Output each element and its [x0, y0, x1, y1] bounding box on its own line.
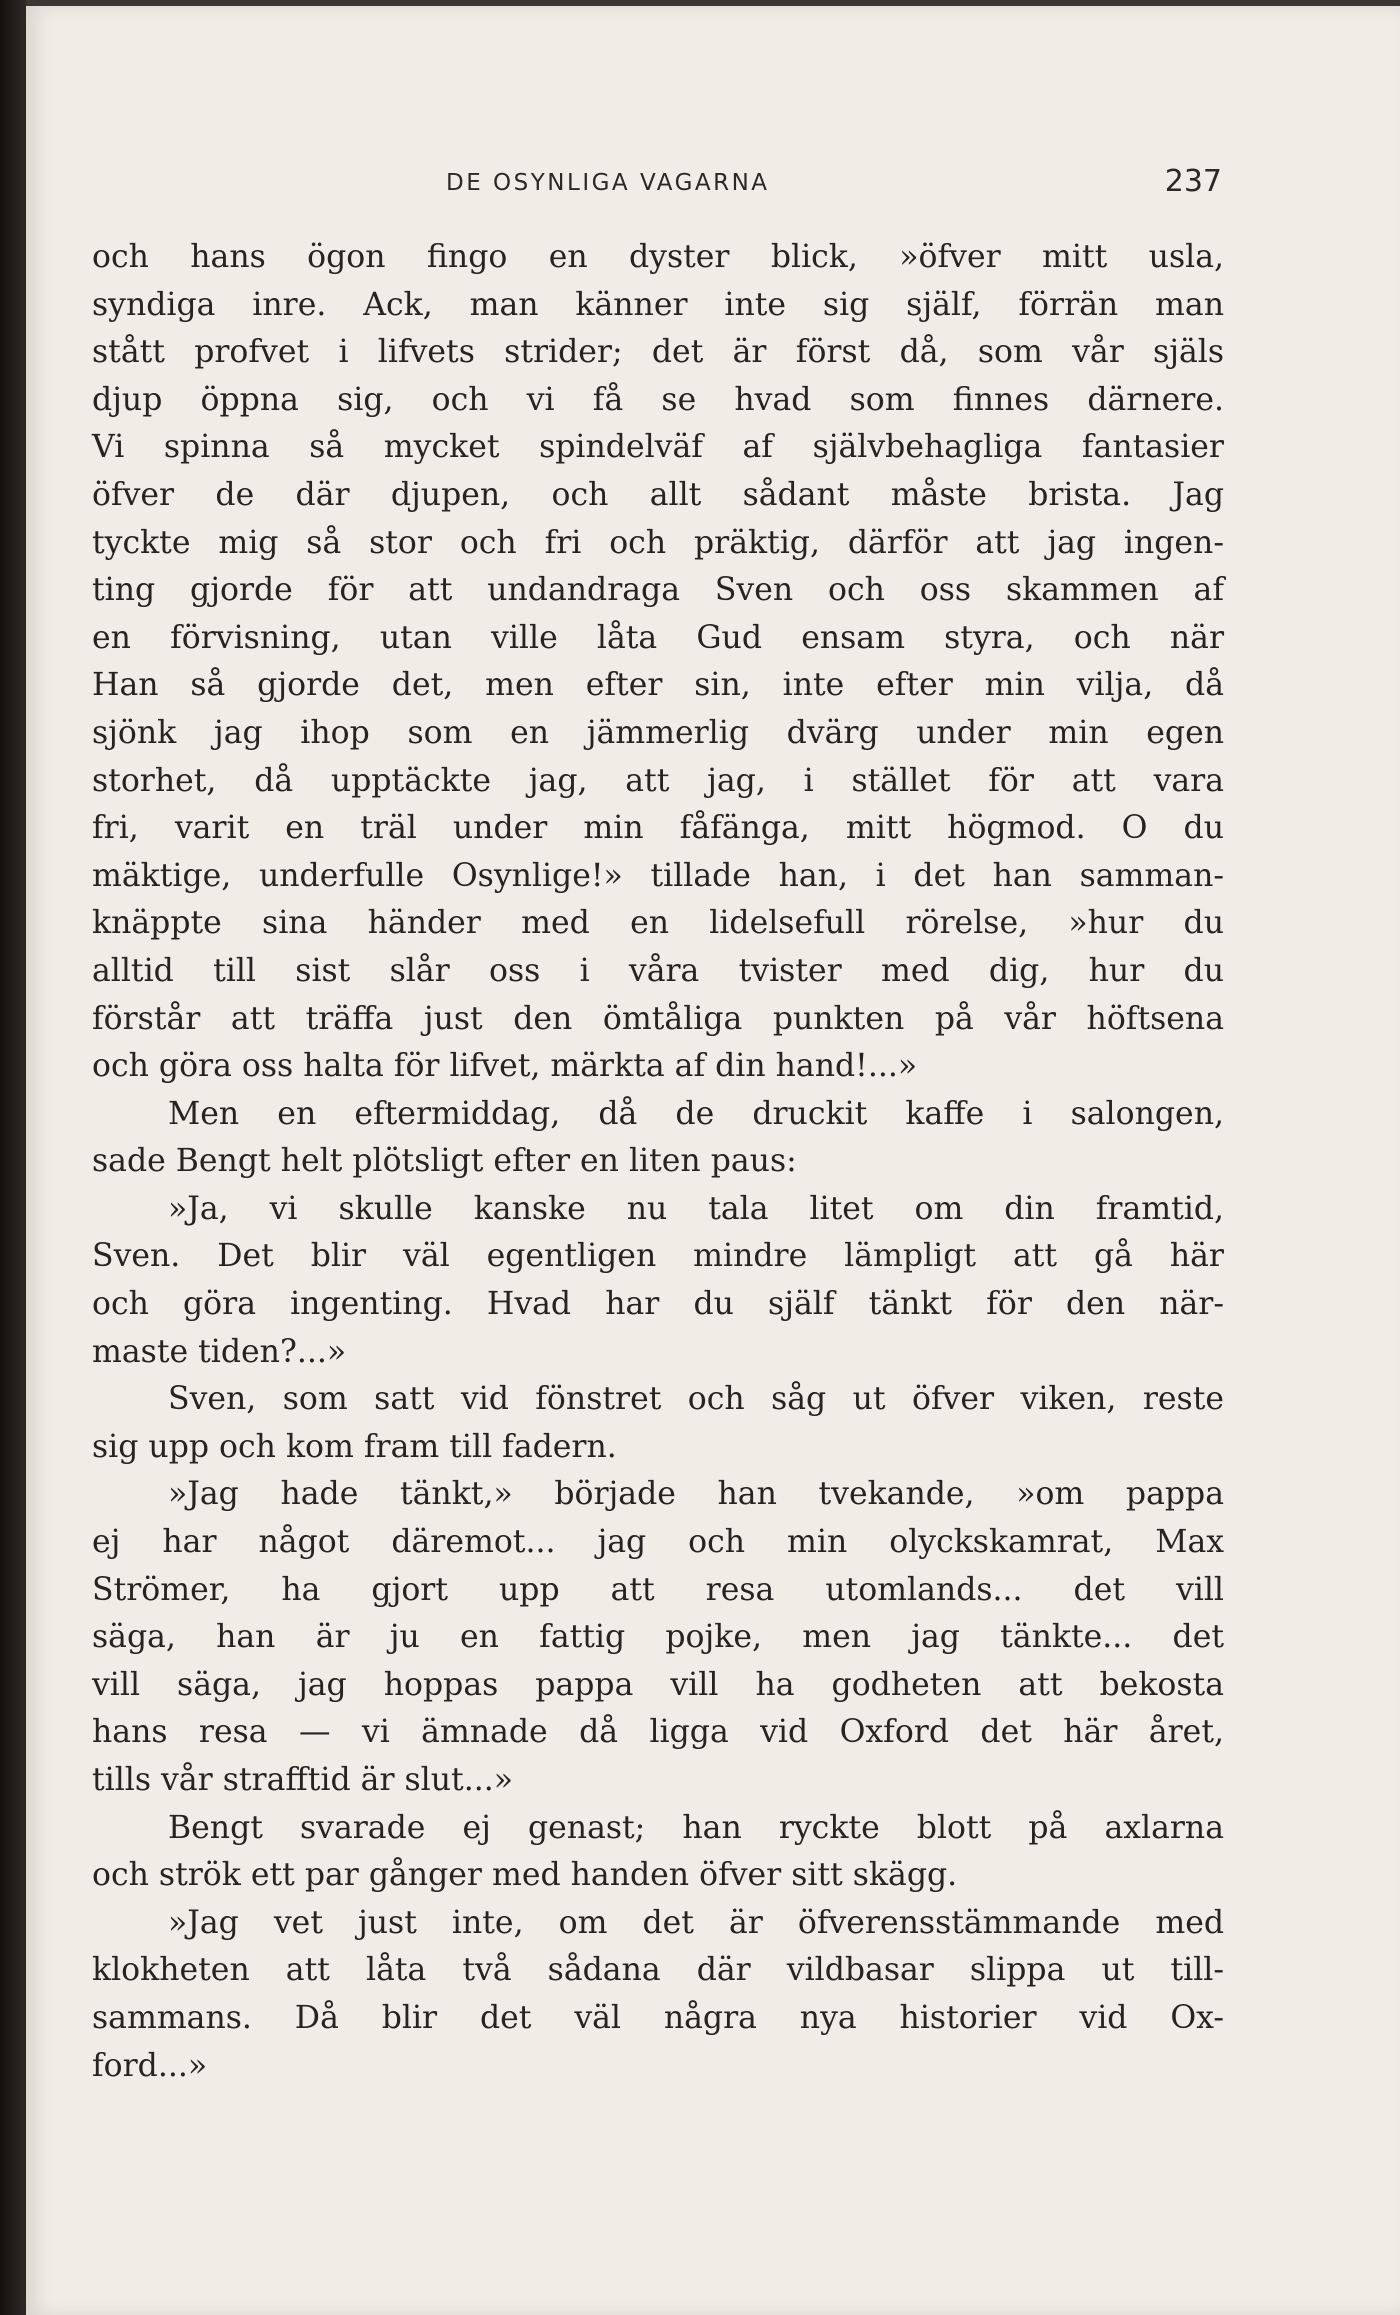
text-line: tyckte mig så stor och fri och präktig, därför att jag ingen- — [92, 524, 1224, 561]
text-line: fri, varit en träl under min fåfänga, mitt högmod. O du — [92, 810, 1224, 847]
text-line: sjönk jag ihop som en jämmerlig dvärg under min egen — [92, 714, 1224, 751]
text-line: Strömer, ha gjort upp att resa utomlands... det vill — [92, 1571, 1224, 1608]
text-line: knäppte sina händer med en lidelsefull rörelse, »hur du — [92, 905, 1224, 942]
text-line: stått profvet i lifvets strider; det är först då, som vår själs — [92, 334, 1224, 371]
text-line: tills vår strafftid är slut...» — [92, 1762, 514, 1798]
text-line: förstår att träffa just den ömtåliga punkten på vår höftsena — [92, 1000, 1224, 1037]
book-page — [26, 6, 1400, 2315]
text-line: ting gjorde för att undandraga Sven och oss skammen af — [92, 572, 1224, 609]
text-line: Men en eftermiddag, då de druckit kaffe i salongen, — [168, 1095, 1224, 1132]
text-line: »Jag vet just inte, om det är öfverensstämmande med — [168, 1904, 1224, 1941]
text-line: säga, han är ju en fattig pojke, men jag tänkte... det — [92, 1619, 1224, 1656]
text-line: »Jag hade tänkt,» började han tvekande, »om pappa — [168, 1476, 1224, 1513]
text-line: Sven, som satt vid fönstret och såg ut öfver viken, reste — [168, 1381, 1224, 1418]
text-line: vill säga, jag hoppas pappa vill ha godheten att bekosta — [92, 1666, 1224, 1703]
text-line: »Ja, vi skulle kanske nu tala litet om din framtid, — [168, 1190, 1224, 1227]
text-line: och strök ett par gånger med handen öfver sitt skägg. — [92, 1857, 958, 1894]
text-line: Vi spinna så mycket spindelväf af självbehagliga fantasier — [92, 429, 1224, 466]
page-gutter-shadow — [0, 0, 26, 2315]
text-line: en förvisning, utan ville låta Gud ensam styra, och när — [92, 619, 1224, 656]
text-line: maste tiden?...» — [92, 1333, 347, 1370]
body-text — [92, 234, 1224, 2090]
text-line: djup öppna sig, och vi få se hvad som finnes därnere. — [92, 381, 1224, 418]
page-header — [26, 164, 1400, 204]
text-line: och göra oss halta för lifvet, märkta af din hand!...» — [92, 1048, 918, 1085]
text-line: Bengt svarade ej genast; han ryckte blott på axlarna — [168, 1809, 1224, 1846]
text-line: och göra ingenting. Hvad har du själf tänkt för den när- — [92, 1286, 1224, 1323]
text-line: klokheten att låta två sådana där vildbasar slippa ut till- — [92, 1952, 1224, 1989]
text-line: storhet, då upptäckte jag, att jag, i stället för att vara — [92, 762, 1224, 799]
page-number: 237 — [1164, 164, 1222, 199]
text-line: sammans. Då blir det väl några nya historier vid Ox- — [92, 1999, 1224, 2036]
text-line: Han så gjorde det, men efter sin, inte efter min vilja, då — [92, 667, 1224, 704]
text-line: och hans ögon fingo en dyster blick, »öfver mitt usla, — [92, 239, 1224, 275]
text-line: hans resa — vi ämnade då ligga vid Oxford det här året, — [92, 1714, 1224, 1751]
text-line: sade Bengt helt plötsligt efter en liten paus: — [92, 1143, 797, 1180]
running-title: DE OSYNLIGA VAGARNA — [446, 170, 770, 196]
text-line: Sven. Det blir väl egentligen mindre lämpligt att gå här — [92, 1238, 1224, 1275]
text-line: alltid till sist slår oss i våra tvister med dig, hur du — [92, 952, 1224, 989]
text-line: mäktige, underfulle Osynlige!» tillade han, i det han samman- — [92, 857, 1224, 894]
text-line: öfver de där djupen, och allt sådant måste brista. Jag — [92, 476, 1224, 513]
text-line: syndiga inre. Ack, man känner inte sig själf, förrän man — [92, 286, 1224, 323]
text-line: sig upp och kom fram till fadern. — [92, 1428, 617, 1465]
text-line: ej har något däremot... jag och min olyckskamrat, Max — [92, 1524, 1224, 1561]
text-line: ford...» — [92, 2047, 208, 2084]
